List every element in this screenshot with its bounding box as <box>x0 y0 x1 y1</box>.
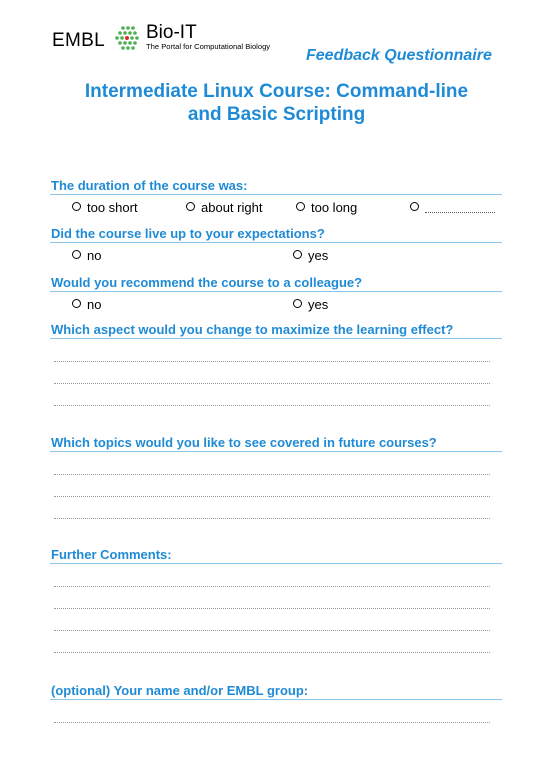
option-about-right[interactable]: about right <box>186 200 262 215</box>
divider <box>50 291 502 292</box>
radio-circle-icon[interactable] <box>293 250 302 259</box>
divider <box>50 699 502 700</box>
answer-line[interactable] <box>54 586 490 587</box>
answer-line[interactable] <box>54 518 490 519</box>
question-duration: The duration of the course was: <box>51 178 248 193</box>
question-aspect: Which aspect would you change to maximize the learning effect? <box>51 322 454 337</box>
answer-line[interactable] <box>54 722 490 723</box>
answer-line[interactable] <box>54 361 490 362</box>
radio-circle-icon[interactable] <box>293 299 302 308</box>
answer-line[interactable] <box>54 630 490 631</box>
embl-logo-text: EMBL <box>52 30 105 51</box>
divider <box>50 338 502 339</box>
radio-circle-icon[interactable] <box>72 202 81 211</box>
logo-subtitle: The Portal for Computational Biology <box>146 42 271 51</box>
option-too-long[interactable]: too long <box>296 200 357 215</box>
option-too-short[interactable]: too short <box>72 200 138 215</box>
question-comments: Further Comments: <box>51 547 172 562</box>
option-no[interactable]: no <box>72 297 101 312</box>
page-title <box>0 80 553 126</box>
divider <box>50 451 502 452</box>
answer-line[interactable] <box>54 608 490 609</box>
answer-line[interactable] <box>54 496 490 497</box>
question-expectations: Did the course live up to your expectations? <box>51 226 325 241</box>
radio-circle-icon[interactable] <box>72 299 81 308</box>
title-line-2: and Basic Scripting <box>187 104 366 125</box>
option-yes[interactable]: yes <box>293 248 328 263</box>
document-type-label: Feedback Questionnaire <box>306 47 492 64</box>
option-no[interactable]: no <box>72 248 101 263</box>
radio-circle-icon[interactable] <box>72 250 81 259</box>
divider <box>50 563 502 564</box>
divider <box>50 242 502 243</box>
radio-circle-icon[interactable] <box>296 202 305 211</box>
option-other[interactable] <box>410 200 495 215</box>
other-blank-field[interactable] <box>425 212 495 213</box>
answer-line[interactable] <box>54 405 490 406</box>
answer-line[interactable] <box>54 474 490 475</box>
answer-line[interactable] <box>54 652 490 653</box>
question-topics: Which topics would you like to see covered in future courses? <box>51 435 437 450</box>
option-yes[interactable]: yes <box>293 297 328 312</box>
bio-it-logo-text: Bio-IT <box>146 22 197 43</box>
radio-circle-icon[interactable] <box>186 202 195 211</box>
bio-it-logo-icon <box>110 24 144 52</box>
question-recommend: Would you recommend the course to a colleague? <box>51 275 363 290</box>
title-line-1: Intermediate Linux Course: Command-line <box>84 81 469 102</box>
answer-line[interactable] <box>54 383 490 384</box>
question-name: (optional) Your name and/or EMBL group: <box>51 683 309 698</box>
divider <box>50 194 502 195</box>
radio-circle-icon[interactable] <box>410 202 419 211</box>
